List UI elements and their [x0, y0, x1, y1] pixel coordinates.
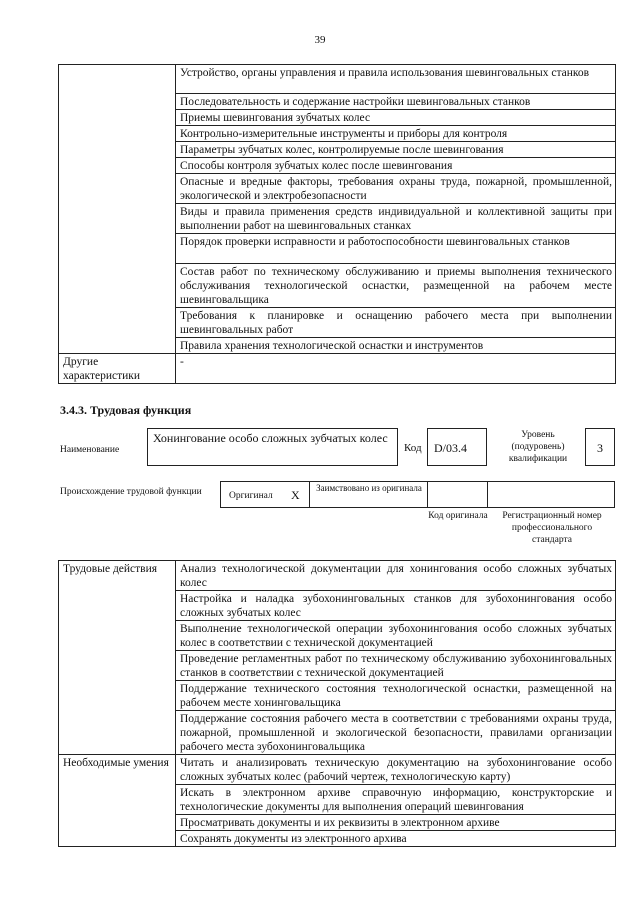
page-number: 39: [314, 34, 326, 46]
section-title: 3.4.3. Трудовая функция: [60, 403, 192, 417]
knowledge-item: Параметры зубчатых колес, контролируемые после шевингования: [176, 142, 616, 158]
original-mark: X: [291, 488, 300, 502]
skill-item: Просматривать документы и их реквизиты в электронном архиве: [176, 815, 616, 831]
code-original-caption: Код оригинала: [428, 511, 488, 521]
original-label: Оргигинал: [229, 491, 273, 501]
qualification-level-label: Уровень (подуровень) квалификации: [508, 430, 568, 464]
name-label: Наименование: [60, 445, 120, 455]
reg-number-caption: Регистрационный номер профессионального стандарта: [502, 511, 602, 545]
borrowed-label: Заимствовано из оригинала: [316, 483, 422, 493]
skill-item: Сохранять документы из электронного архива: [176, 831, 616, 847]
function-name-value: Хонингование особо сложных зубчатых колес: [153, 431, 388, 445]
action-item: Выполнение технологической операции зубохонингования особо сложных зубчатых колес в соответствии с технической документацией: [176, 621, 616, 651]
knowledge-item: Состав работ по техническому обслуживанию и приемы выполнения технического обслуживания технологической оснастки, размещенной на рабочем месте шевинговальщика: [176, 264, 616, 308]
knowledge-item: Последовательность и содержание настройки шевинговальных станков: [176, 94, 616, 110]
knowledge-item: Устройство, органы управления и правила использования шевинговальных станков: [176, 65, 616, 94]
origin-divider: [427, 482, 428, 507]
knowledge-item: Правила хранения технологической оснастки и инструментов: [176, 338, 616, 354]
knowledge-label-cell: [59, 65, 176, 354]
qualification-level-value: 3: [597, 441, 603, 455]
knowledge-item: Приемы шевингования зубчатых колес: [176, 110, 616, 126]
action-item: Проведение регламентных работ по техническому обслуживанию зубохонинговальных станков в соответствии с технической документацией: [176, 651, 616, 681]
other-characteristics-value: -: [176, 354, 616, 384]
code-label: Код: [404, 442, 422, 454]
action-item: Настройка и наладка зубохонинговальных станков для зубохонингования особо сложных зубчатых колес: [176, 591, 616, 621]
labor-function-table: [58, 560, 616, 847]
function-code-box: [427, 428, 487, 466]
origin-divider: [487, 482, 488, 507]
origin-table: [220, 481, 615, 508]
skill-item: Читать и анализировать техническую документацию на зубохонингование особо сложных зубчатых колес (рабочий чертеж, технологическую карту): [176, 755, 616, 785]
other-characteristics-label: Другие характеристики: [59, 354, 176, 384]
skill-item: Искать в электронном архиве справочную информацию, конструкторские и технологические документы для выполнения операций шевингования: [176, 785, 616, 815]
action-item: Анализ технологической документации для хонингования особо сложных зубчатых колес: [176, 561, 616, 591]
knowledge-item: Порядок проверки исправности и работоспособности шевинговальных станков: [176, 234, 616, 264]
knowledge-item: Контрольно-измерительные инструменты и приборы для контроля: [176, 126, 616, 142]
action-item: Поддержание состояния рабочего места в соответствии с требованиями охраны труда, пожарной, промышленной и экологической безопасности, правилами организации рабочего места зубохонинговальщика: [176, 711, 616, 755]
skills-label: Необходимые умения: [59, 755, 176, 847]
qualification-level-box: [585, 428, 615, 466]
knowledge-item: Способы контроля зубчатых колес после шевингования: [176, 158, 616, 174]
actions-label: Трудовые действия: [59, 561, 176, 755]
knowledge-table: [58, 64, 616, 384]
origin-label: Происхождение трудовой функции: [60, 487, 202, 497]
knowledge-item: Требования к планировке и оснащению рабочего места при выполнении шевинговальных работ: [176, 308, 616, 338]
action-item: Поддержание технического состояния технологической оснастки, размещенной на рабочем месте хонинговальщика: [176, 681, 616, 711]
origin-divider: [309, 482, 310, 507]
function-name-box: [147, 428, 398, 466]
knowledge-item: Виды и правила применения средств индивидуальной и коллективной защиты при выполнении работ на шевинговальных станках: [176, 204, 616, 234]
function-code-value: D/03.4: [434, 441, 467, 455]
knowledge-item: Опасные и вредные факторы, требования охраны труда, пожарной, промышленной, экологической и электробезопасности: [176, 174, 616, 204]
